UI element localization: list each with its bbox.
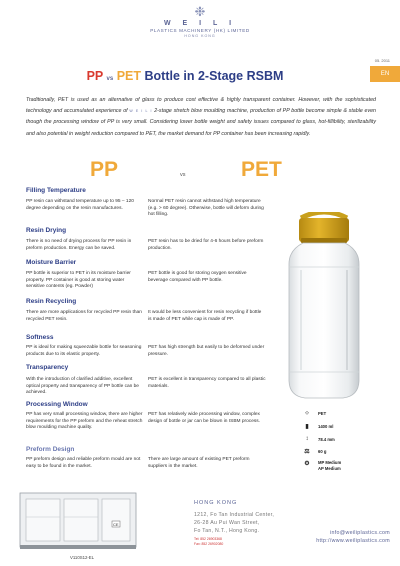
spec-machine-value: MP Medium AP Medium (318, 460, 342, 471)
pet-jar-image (283, 212, 365, 402)
spec-volume (300, 423, 333, 430)
pet-processing-window: PET has relatively wide processing window, complex design of bottle or jar can be blown in ISBM process. (148, 412, 260, 424)
email-link[interactable]: info@weiliplastics.com (330, 530, 390, 536)
pp-transparency: With the introduction of clarified additive, excellent optical property and transparency of PP bottle can be achieved. (26, 377, 139, 395)
spec-volume-value: 1400 ml (318, 424, 334, 429)
address-line: Fo Tan, N.T., Hong Kong. (194, 528, 260, 534)
telephone: Tel: 852 26903368 (194, 537, 222, 541)
pp-filling-temperature: PP resin can withstand temperature up to 95 – 120 degree depending on the resin manufactures. (26, 199, 134, 211)
spec-machine (300, 460, 341, 472)
issue-date: 05. 2011 (374, 58, 390, 63)
office-heading: HONG KONG (194, 500, 238, 506)
pp-resin-drying: There is no need of drying process for PP resin in preform production. Energy can be saved. (26, 239, 132, 251)
logo-name: W E I L I (163, 20, 237, 27)
pet-transparency: PET is excellent in transparency compared to all plastic materials. (148, 377, 266, 389)
compare-pp-heading: PP (90, 158, 119, 181)
title-vs: vs (106, 76, 114, 82)
address-line: 1212, Fo Tan Industrial Center, (194, 512, 275, 518)
title-rest: Bottle in 2-Stage RSBM (141, 69, 284, 83)
pet-softness: PET has high strength but easily to be deformed under pressure. (148, 345, 265, 357)
spec-height (300, 436, 335, 442)
fax: Fax: 852 26902080 (194, 542, 224, 546)
pet-resin-recycling: It would be less convenient for resin recycling if bottle is made of PET while cap is made of PP. (148, 310, 262, 322)
svg-text:CE: CE (113, 522, 119, 527)
intro-paragraph (26, 95, 376, 140)
compare-pet-heading: PET (241, 158, 282, 181)
intro-brand: W E I L I (129, 109, 153, 114)
title-pp: PP (86, 69, 104, 83)
logo-subtitle: PLASTICS MACHINERY (HK) LIMITED (150, 28, 250, 33)
address-line: 26-28 Au Pui Wan Street, (194, 520, 260, 526)
section-heading-filling-temperature: Filling Temperature (26, 187, 86, 194)
language-tab[interactable]: EN (370, 66, 400, 82)
office-address (194, 511, 274, 535)
page-title (0, 69, 370, 83)
pet-filling-temperature: Normal PET resin cannot withstand high temperature (e.g. > 60 degree). Otherwise, bottle will deform during hot filling. (148, 199, 264, 217)
company-logo (0, 6, 400, 38)
pp-resin-recycling: There are more applications for recycled PP resin than recycled PET resin. (26, 310, 142, 322)
pet-preform-design: There are large amount of existing PET preform suppliers in the market. (148, 457, 250, 469)
section-heading-resin-recycling: Resin Recycling (26, 298, 77, 305)
weight-icon: ⚖ (304, 449, 310, 455)
section-heading-transparency: Transparency (26, 364, 69, 371)
pet-moisture-barrier: PET bottle is good for storing oxygen sensitive beverage compared with PP bottle. (148, 271, 247, 283)
contact-links (316, 529, 390, 545)
spec-weight-value: 60 g (318, 449, 327, 454)
spec-material-value: PET (318, 411, 327, 416)
material-icon: ⁘ (304, 411, 310, 417)
logo-location: HONG KONG (184, 34, 216, 38)
section-heading-processing-window: Processing Window (26, 401, 88, 408)
height-icon: ↕ (305, 436, 309, 442)
title-pet: PET (116, 69, 142, 83)
pp-processing-window: PP has very small processing window, there are higher requirements for the PP preform and the reheat stretch blow moulding machine quality. (26, 412, 143, 430)
spec-height-value: 78.4 mm (318, 436, 335, 442)
pp-preform-design: PP preform design and reliable preform mould are not easy to be found in the market. (26, 457, 141, 469)
spec-weight (300, 448, 326, 455)
phone-fax (194, 537, 223, 547)
intro-part-1: Traditionally, PET is used as an alternative of glass to produce cost effective & highly transparent container. However, with the sophisticated technology and accumulated experience of (26, 97, 376, 115)
pp-softness: PP is ideal for making squeezable bottle for seasoning products due to its elastic property. (26, 345, 142, 357)
machine-model: V110S12-EL (70, 555, 95, 560)
machine-image (16, 487, 140, 552)
intro-part-2: 2-stage stretch blow moulding machine, production of PP bottle become simple & stable even though the processing window of PP is very small. Considering lower bottle weight and safety issues compared to glass, hot-fillibility, sterilizability and also potential in weight reduction compared to PET, the market demand for PP container has been increasing rapidly. (26, 108, 376, 137)
website-link[interactable]: http://www.weiliplastics.com (316, 538, 390, 544)
logo-flower-icon: ❉ (194, 4, 206, 19)
pp-moisture-barrier: PP bottle is superior to PET in its moisture barrier property. PP container is good at storing water sensitive contents (eg. Powder) (26, 271, 131, 289)
section-heading-preform-design: Preform Design (26, 446, 75, 453)
volume-icon: ▮ (305, 424, 309, 430)
section-heading-resin-drying: Resin Drying (26, 227, 67, 234)
section-heading-softness: Softness (26, 334, 54, 341)
pet-resin-drying: PET resin has to be dried for 4-6 hours before preform production. (148, 239, 264, 251)
section-heading-moisture-barrier: Moisture Barrier (26, 259, 77, 266)
compare-vs: vs (180, 172, 186, 178)
machine-icon: ⚙ (304, 461, 310, 467)
spec-material (300, 410, 326, 417)
